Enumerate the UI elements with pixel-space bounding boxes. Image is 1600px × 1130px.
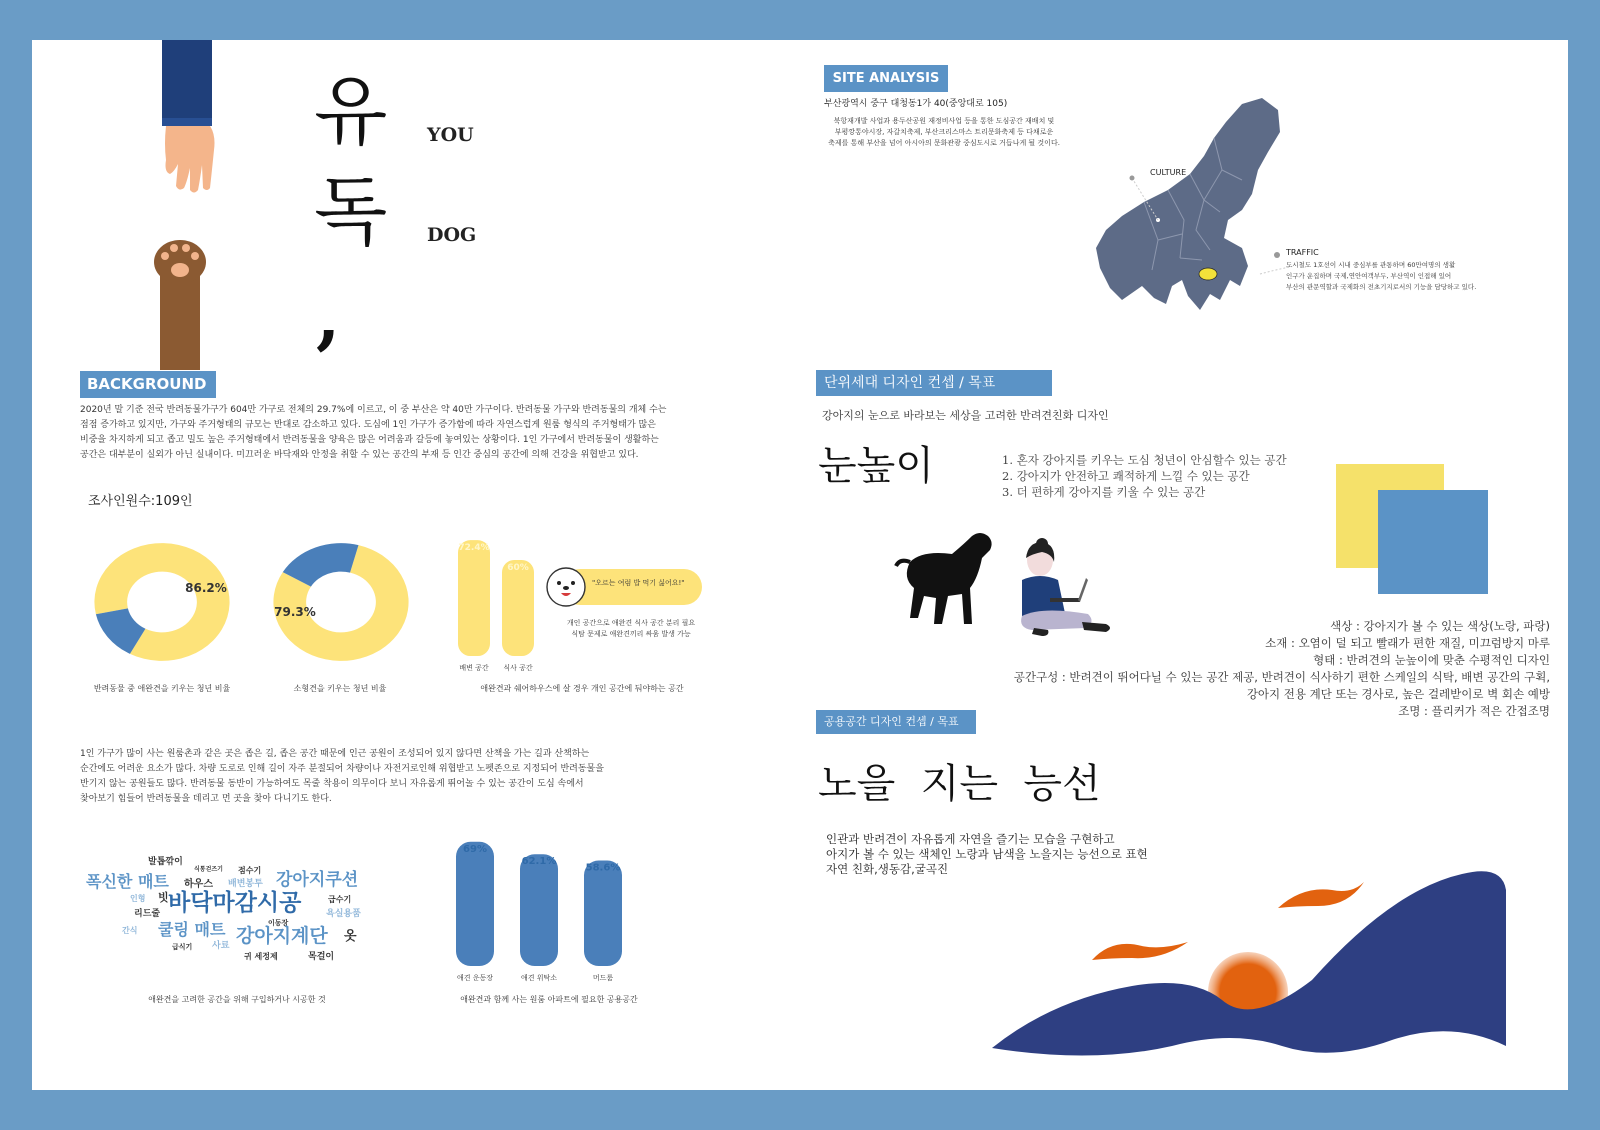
word-cloud-item: 옷: [344, 929, 357, 944]
word-cloud-item: 인형: [130, 894, 146, 903]
bar-category-label: 배변 공간: [459, 664, 489, 672]
word-cloud-item: 발톱깎이: [148, 857, 183, 867]
site-desc-line: 축제를 통해 부산을 넘어 아시아의 문화관광 중심도시로 거듭나게 될 것이다.: [828, 139, 1060, 147]
street-line: 찾아보기 힘들어 반려동물을 데리고 먼 곳을 찾아 다니기도 한다.: [80, 794, 332, 804]
bar-value-label: 72.4%: [458, 543, 490, 554]
traffic-description: [1286, 260, 1516, 293]
word-cloud-item: 급식기: [172, 943, 193, 951]
human-hand-illustration: [152, 40, 232, 195]
unit-prop-composition: 공간구성 : 반려견이 뛰어다닐 수 있는 공간 제공, 반려견이 식사하기 편한 스케일의 식탁, 배변 공간의 구획,: [1013, 670, 1550, 684]
donut-caption-1: 반려동물 중 애완견을 키우는 청년 비율: [93, 684, 231, 693]
word-cloud-item: 폭신한 매트: [86, 872, 169, 891]
shared-concept-tag: 공용공간 디자인 컨셉 / 목표: [816, 710, 976, 734]
unit-prop-composition-cont: 강아지 전용 계단 또는 경사로, 높은 걸레받이로 벽 회손 예방: [1246, 687, 1550, 701]
word-cloud-item: 급수기: [328, 895, 352, 904]
word-cloud-item: 리드줄: [134, 909, 161, 919]
word-cloud-item: 목걸이: [308, 952, 335, 962]
unit-properties: [32, 618, 1568, 738]
word-cloud-item: 바닥마감시공: [168, 890, 302, 916]
traffic-marker-icon: [1272, 250, 1282, 260]
bubble-note: 개인 공간으로 애완견 식사 공간 분리 필요: [566, 619, 696, 627]
bar-caption-personal-space: 애완견과 쉐어하우스에 살 경우 개인 공간에 둬야하는 공간: [480, 684, 684, 693]
sunset-ridge-illustration: [992, 850, 1512, 1070]
brochure-sheet: [32, 40, 1568, 1090]
bar-value-label: 60%: [507, 563, 529, 573]
title-en-you: YOU: [427, 124, 474, 146]
title-syllable-you: 유: [314, 67, 388, 156]
bar-chart-shared-space: [448, 816, 638, 986]
culture-label: CULTURE: [1150, 168, 1187, 177]
unit-prop-form: 형태 : 반려견의 눈높이에 맞춘 수평적인 디자인: [1313, 653, 1550, 667]
background-line: 점점 증가하고 있지만, 가구와 주거형태의 규모는 반대로 감소하고 있다. 도심에 1인 가구가 증가함에 따라 자연스럽게 원룸 형식의 주거형태가 많은: [80, 420, 656, 430]
word-cloud-item: 배변봉투: [228, 879, 263, 889]
street-paragraph: [80, 747, 720, 807]
unit-headline: 눈높이: [818, 443, 934, 489]
bar-category-label: 애견 위탁소: [520, 974, 558, 982]
word-cloud-item: 빗: [158, 891, 169, 904]
donut-caption-2: 소형견을 키우는 청년 비율: [293, 684, 387, 693]
title-comma: ,: [316, 275, 341, 358]
bar-caption-shared-space: 애완견과 함께 사는 원룸 아파트에 필요한 공용공간: [460, 995, 638, 1004]
word-cloud-item: 쿨링 매트: [158, 920, 226, 939]
word-cloud-caption: 애완견을 고려한 공간을 위해 구입하거나 시공한 것: [148, 995, 326, 1004]
bar: [584, 861, 622, 966]
shared-headline: 노을 지는 능선: [818, 761, 1101, 807]
unit-concept-tag: 단위세대 디자인 컨셉 / 목표: [816, 370, 1052, 396]
unit-goals: [1002, 452, 1287, 500]
word-cloud-item: 욕실용품: [326, 909, 361, 919]
unit-prop-color: 색상 : 강아지가 볼 수 있는 색상(노랑, 파랑): [1330, 619, 1550, 633]
dog-paw-illustration: [150, 236, 210, 370]
site-address: 부산광역시 중구 대청동1가 40(중앙대로 105): [824, 99, 1008, 109]
traffic-desc-line: 부산의 관문역할과 국제화의 전초기지로서의 기능을 담당하고 있다.: [1286, 283, 1477, 291]
word-cloud-item: 이동장: [268, 919, 289, 927]
street-line: 1인 가구가 많이 사는 원룸촌과 같은 곳은 좁은 길, 좁은 공간 때문에 인근 공원이 조성되어 있지 않다면 산책을 가는 길과 산책하는: [80, 749, 590, 759]
unit-goal: 3. 더 편하게 강아지를 키울 수 있는 공간: [1002, 485, 1206, 499]
word-cloud-item: 귀 세정제: [244, 952, 278, 961]
bar: [456, 842, 494, 966]
title-syllable-dog: 독: [314, 167, 388, 256]
word-cloud-item: 간식: [122, 926, 138, 935]
bar-category-label: 머드룸: [592, 974, 614, 982]
bar-category-label: 애견 운동장: [456, 974, 494, 982]
site-desc-line: 북항재개발 사업과 용두산공원 재정비사업 등을 통한 도심공간 재배치 및: [833, 117, 1055, 125]
word-cloud-item: 사료: [212, 941, 230, 951]
background-paragraph: [80, 403, 720, 463]
donut-label-2: 79.3%: [274, 605, 316, 619]
unit-prop-lighting: 조명 : 플리커가 적은 간접조명: [1398, 704, 1550, 718]
word-cloud-item: 강아지계단: [236, 925, 328, 947]
site-description: [824, 116, 1064, 149]
background-line: 비중을 차지하게 되고 좁고 밀도 높은 주거형태에서 반려동물을 양육은 많은 어려움과 갈등에 놓여있는 상황이다. 1인 가구에서 반려동물이 생활하는: [80, 435, 659, 445]
word-cloud-item: 하우스: [184, 879, 213, 890]
color-swatches: [1336, 464, 1496, 594]
shared-line: 자연 친화,생동감,굴곡진: [826, 862, 949, 876]
bubble-note: 식탐 문제로 애완견끼리 싸움 발생 가능: [571, 630, 691, 638]
unit-goal: 2. 강아지가 안전하고 쾌적하게 느낄 수 있는 공간: [1002, 469, 1250, 483]
traffic-label: TRAFFIC: [1286, 248, 1319, 257]
site-desc-line: 부평깡통야시장, 자갈치축제, 부산크리스마스 트리문화축제 등 다채로운: [834, 128, 1054, 136]
bar-category-label: 식사 공간: [503, 664, 533, 672]
survey-count: 조사인원수:109인: [88, 494, 193, 509]
shared-line: 아지가 볼 수 있는 색체인 노랑과 남색을 노을지는 능선으로 표현: [826, 847, 1148, 861]
site-analysis-tag: SITE ANALYSIS: [824, 65, 948, 92]
word-cloud-item: 점수기: [238, 866, 262, 875]
bar-value-label: 69%: [463, 843, 487, 855]
street-line: 순간에도 어려운 요소가 많다. 차량 도로로 인해 길이 자주 분절되어 차량이나 자전거로인해 위협받고 노펫존으로 지정되어 반려동물을: [80, 764, 604, 774]
speech-bubble: [544, 565, 704, 613]
bar-value-label: 62.1%: [521, 856, 557, 868]
unit-goal: 1. 혼자 강아지를 키우는 도심 청년이 안심할수 있는 공간: [1002, 453, 1287, 467]
word-cloud: [82, 850, 382, 970]
blue-swatch: [1378, 490, 1488, 594]
background-line: 2020년 말 기준 전국 반려동물가구가 604만 가구로 전체의 29.7%에 이르고, 이 중 부산은 약 40만 가구이다. 반려동물 가구와 반려동물의 개체 수는: [80, 405, 667, 415]
background-line: 공간은 대부분이 실외가 아닌 실내이다. 미끄러운 바닥재와 안정을 취할 수 있는 공간의 부재 등 인간 중심의 공간에 의해 건강을 위협받고 있다.: [80, 450, 639, 460]
bar-value-label: 58.6%: [585, 862, 621, 874]
title-en-dog: DOG: [427, 224, 477, 246]
street-line: 반기지 않는 공원들도 많다. 반려동물 동반이 가능하여도 목줄 착용이 의무이다 보니 자유롭게 뛰어놀 수 있는 공간이 도심 속에서: [80, 779, 584, 789]
unit-prop-material: 소재 : 오염이 덜 되고 빨래가 편한 재질, 미끄럼방지 마루: [1265, 636, 1550, 650]
donut-label-1: 86.2%: [185, 581, 227, 595]
bubble-quote: "오르는 여럼 밥 먹기 싫어요!": [592, 579, 685, 587]
background-tag: BACKGROUND: [80, 371, 216, 398]
busan-map: [1092, 90, 1292, 320]
bar: [520, 854, 558, 966]
traffic-desc-line: 도시철도 1호선이 시내 중심부를 관통하며 60만여명의 생활: [1286, 261, 1456, 269]
unit-subtitle: 강아지의 눈으로 바라보는 세상을 고려한 반려견친화 디자인: [822, 409, 1109, 422]
word-cloud-item: 식통걷즈기: [194, 866, 223, 873]
shared-line: 인관과 반려견이 자유롭게 자연을 즐기는 모습을 구현하고: [826, 832, 1115, 846]
word-cloud-item: 강아지쿠션: [276, 870, 359, 890]
traffic-desc-line: 인구가 운집하며 국제,연안여객부두, 부산역이 인접해 있어: [1286, 272, 1452, 280]
